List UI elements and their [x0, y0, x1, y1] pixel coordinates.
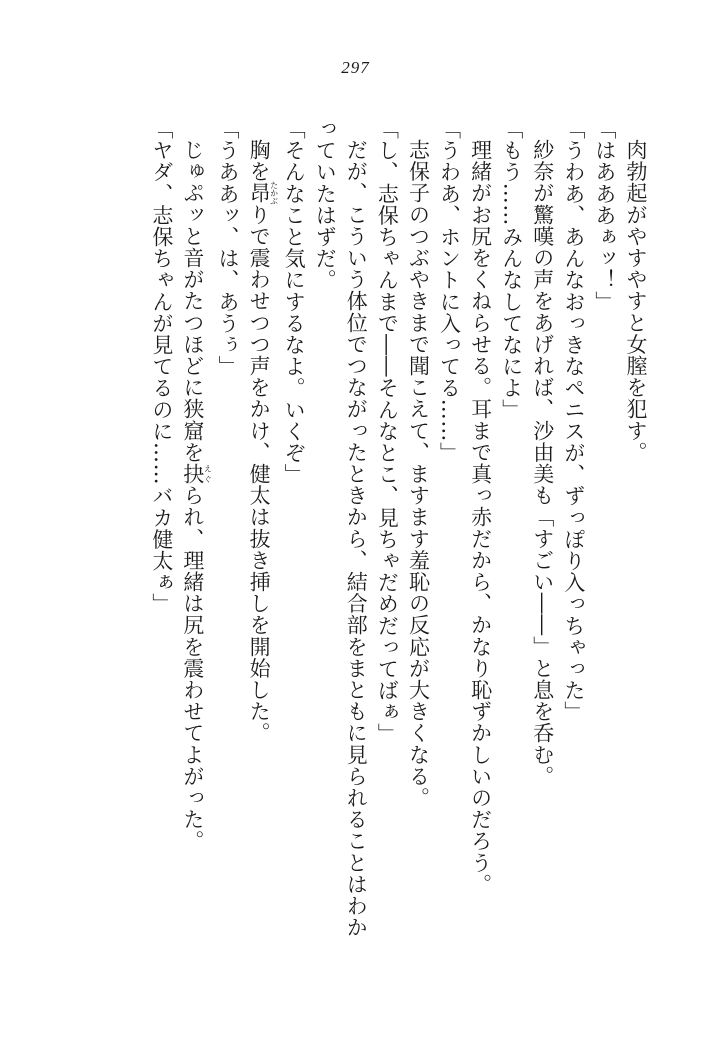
narration-line: じゅぷッと音がたつほどに狭窟を抉えぐられ、理緒は尻を震わせてよがった。 — [180, 139, 213, 852]
dialogue-line: 「し、志保ちゃんまで――そんなとこ、見ちゃだめだってばぁ」 — [375, 118, 400, 745]
dialogue-line: 「はあああぁッ！」 — [592, 118, 617, 313]
narration-line: っていたはずだ。 — [313, 118, 338, 291]
dialogue-line: 「ヤダ、志保ちゃんが見てるのに……バカ健太ぁ」 — [149, 118, 174, 615]
dialogue-line: 「もう……みんなしてなによ」 — [499, 118, 524, 421]
furigana-word: 昂たかぶ — [247, 181, 279, 206]
page-number: 297 — [341, 58, 370, 77]
novel-text-body — [146, 118, 651, 988]
narration-line: 肉勃起がやすやすと女膣を犯す。 — [624, 139, 648, 463]
dialogue-line: 「うわあ、ホントに入ってる……」 — [437, 118, 462, 464]
dialogue-line: 「そんなこと気にするなよ。いくぞ」 — [282, 118, 307, 486]
dialogue-line: 「うわあ、あんなおっきなペニスが、ずっぽり入っちゃった」 — [561, 118, 586, 723]
narration-line: 理緒がお尻をくねらせる。耳まで真っ赤だから、かなり恥ずかしいのだろう。 — [468, 139, 493, 895]
furigana-reading: たかぶ — [269, 181, 279, 206]
narration-line: だが、こういう体位でつながったときから、結合部をまともに見られることはわか — [344, 139, 369, 939]
furigana-word: 抉えぐ — [180, 463, 213, 485]
narration-line: 志保子のつぶやきまで聞こえて、ますます羞恥の反応が大きくなる。 — [406, 139, 431, 809]
dialogue-line: 「うああッ、は、あうぅ」 — [215, 118, 240, 378]
furigana-reading: えぐ — [203, 463, 213, 485]
narration-line: 胸を昂たかぶりで震わせつつ声をかけ、健太は抜き挿しを開始した。 — [247, 139, 279, 744]
narration-line: 紗奈が驚嘆の声をあげれば、沙由美も「すごい――」と息を呑む。 — [530, 139, 555, 787]
